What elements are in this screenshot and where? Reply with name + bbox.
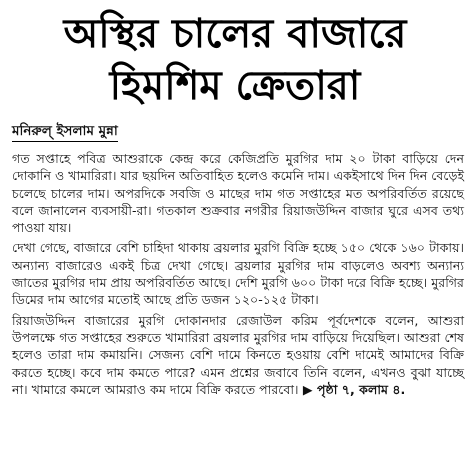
headline-line-2: হিমশিম ক্রেতারা <box>109 63 361 109</box>
continued-jump[interactable] <box>299 382 406 397</box>
article-body <box>12 150 464 401</box>
jump-label: পৃষ্ঠা ৭, কলাম ৪. <box>316 381 406 397</box>
headline-line-1: অস্থির চালের বাজারে <box>63 11 407 57</box>
byline: মনিরুল্ ইসলাম মুন্না <box>12 122 118 142</box>
paragraph-2: দেখা গেছে, বাজারে বেশি চাহিদা থাকায় ব্রয়লার মুরগি বিক্রি হচ্ছে ১৫০ থেকে ১৬০ টাকায়। অন্যান্য বাজারেও একই চিত্র দেখা গেছে। ব্রয়লার মুরগির দাম বাড়লেও অবশ্য অন্যান্য জাতের মুরগির দাম প্রায় অপরিবর্তিত আছে। দেশি মুরগি ৬০০ টাকা দরে বিক্রি হচ্ছে। মুরগির ডিমের দাম আগের মতোই আছে প্রতি ডজন ১২০-১২৫ টাকা। <box>12 240 464 308</box>
paragraph-1: গত সপ্তাহে পবিত্র আশুরাকে কেন্দ্র করে কেজিপ্রতি মুরগির দাম ২০ টাকা বাড়িয়ে দেন দোকানি ও খামারিরা। যার ছয়দিন অতিবাহিত হলেও কমেনি দাম। একইসাথে দিন দিন বেড়েই চলেছে চালের দাম। অপরদিকে সবজি ও মাছের দাম গত সপ্তাহের মত অপরিবর্তিত রয়েছে বলে জানালেন ব্যবসায়ী-রা। গতকাল শুক্রবার নগরীর রিয়াজউদ্দিন বাজার ঘুরে এসব তথ্য পাওয়া যায়। <box>12 151 464 236</box>
headline <box>0 0 470 112</box>
jump-arrow-icon: ▶ <box>302 381 313 397</box>
paragraph-3 <box>12 312 464 398</box>
paragraph-3-text: রিয়াজউদ্দিন বাজারের মুরগি দোকানদার রেজাউল করিম পূর্বদেশকে বলেন, আশুরা উপলক্ষে গত সপ্তাহের শুরুতে খামারিরা ব্রয়লার মুরগির দাম বাড়িয়ে দিয়েছিল। আশুরা শেষ হলেও তারা দাম কমায়নি। সেজন্য বেশি দামে কিনতে হওয়ায় বেশি দামেই আমাদের বিক্রি করতে হচ্ছে। কবে দাম কমতে পারে? এমন প্রশ্নের জবাবে তিনি বলেন, এখনও বুঝা যাচ্ছে না। খামারে কমলে আমরাও কম দামে বিক্রি করতে পারবো। <box>12 312 464 397</box>
